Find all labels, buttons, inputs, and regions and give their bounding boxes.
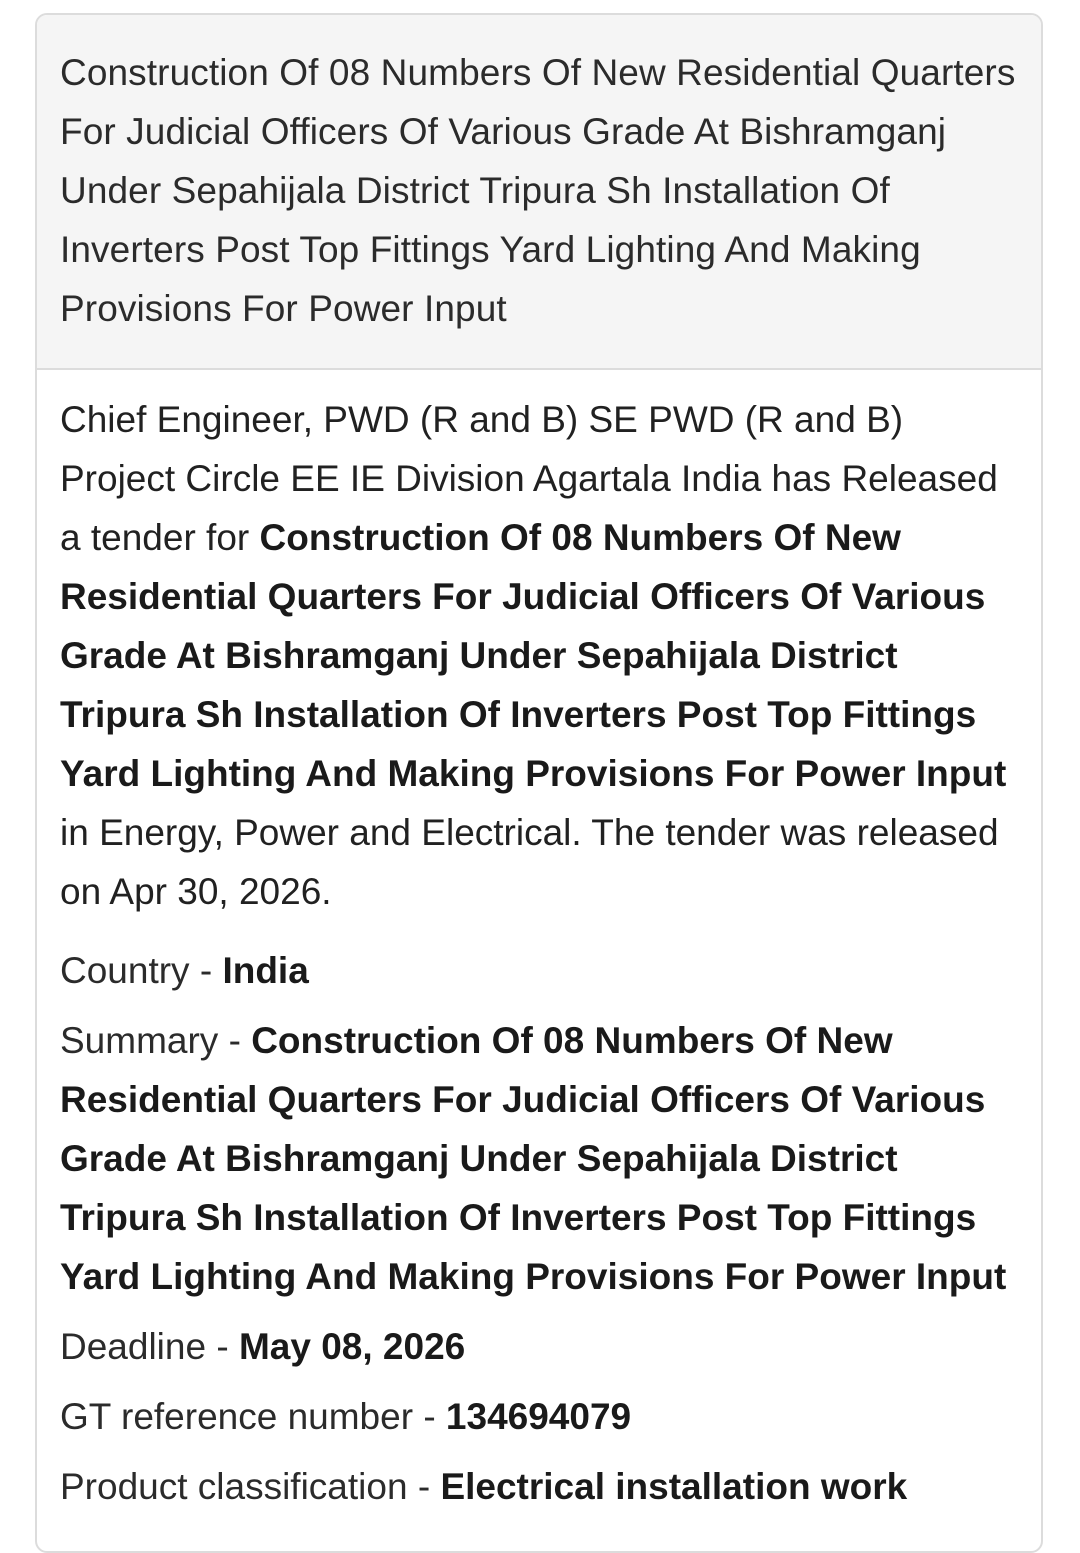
country-label: Country - [60, 950, 223, 991]
intro-in-text: in [60, 812, 100, 853]
gt-reference-label: GT reference number - [60, 1396, 446, 1437]
summary-value: Construction Of 08 Numbers Of New Residential Quarters For Judicial Officers Of Various Grade At Bishramganj Under Sepahijala District Tripura Sh Installation Of Inverters Post Top Fittings Yard Lighting And Making Provisions For Power Input [60, 1020, 1007, 1297]
tender-sector: Energy, Power and Electrical [99, 812, 572, 853]
country-row [60, 941, 1017, 1000]
country-value: India [222, 950, 309, 991]
gt-reference-value: 134694079 [445, 1396, 632, 1437]
release-date: Apr 30, 2026 [109, 871, 322, 912]
deadline-label: Deadline - [60, 1326, 239, 1367]
tender-title: Construction Of 08 Numbers Of New Residential Quarters For Judicial Officers Of Various Grade At Bishramganj Under Sepahijala District Tripura Sh Installation Of Inverters Post Top Fittings Yard Lighting And Making Provisions For Power Input [60, 52, 1016, 329]
issuing-organization: Chief Engineer, PWD (R and B) SE PWD (R and B) Project Circle EE IE Division Agartala India [60, 399, 904, 499]
deadline-value: May 08, 2026 [238, 1326, 466, 1367]
product-classification-label: Product classification - [60, 1466, 441, 1507]
tender-card [35, 13, 1043, 1553]
intro-release-text: . The tender was released on [60, 812, 999, 912]
product-classification-value: Electrical installation work [440, 1466, 908, 1507]
deadline-row [60, 1317, 1017, 1376]
product-classification-row [60, 1457, 1017, 1516]
intro-end: . [321, 871, 332, 912]
tender-title-header [37, 15, 1041, 370]
summary-label: Summary - [60, 1020, 252, 1061]
tender-intro-paragraph [60, 390, 1017, 921]
intro-tender-title: Construction Of 08 Numbers Of New Residential Quarters For Judicial Officers Of Various Grade At Bishramganj Under Sepahijala District Tripura Sh Installation Of Inverters Post Top Fittings Yard Lighting And Making Provisions For Power Input [60, 517, 1007, 794]
summary-row [60, 1011, 1017, 1306]
tender-details-body [37, 370, 1041, 1516]
gt-reference-row [60, 1387, 1017, 1446]
intro-released-text: has Released a tender for [60, 458, 998, 558]
